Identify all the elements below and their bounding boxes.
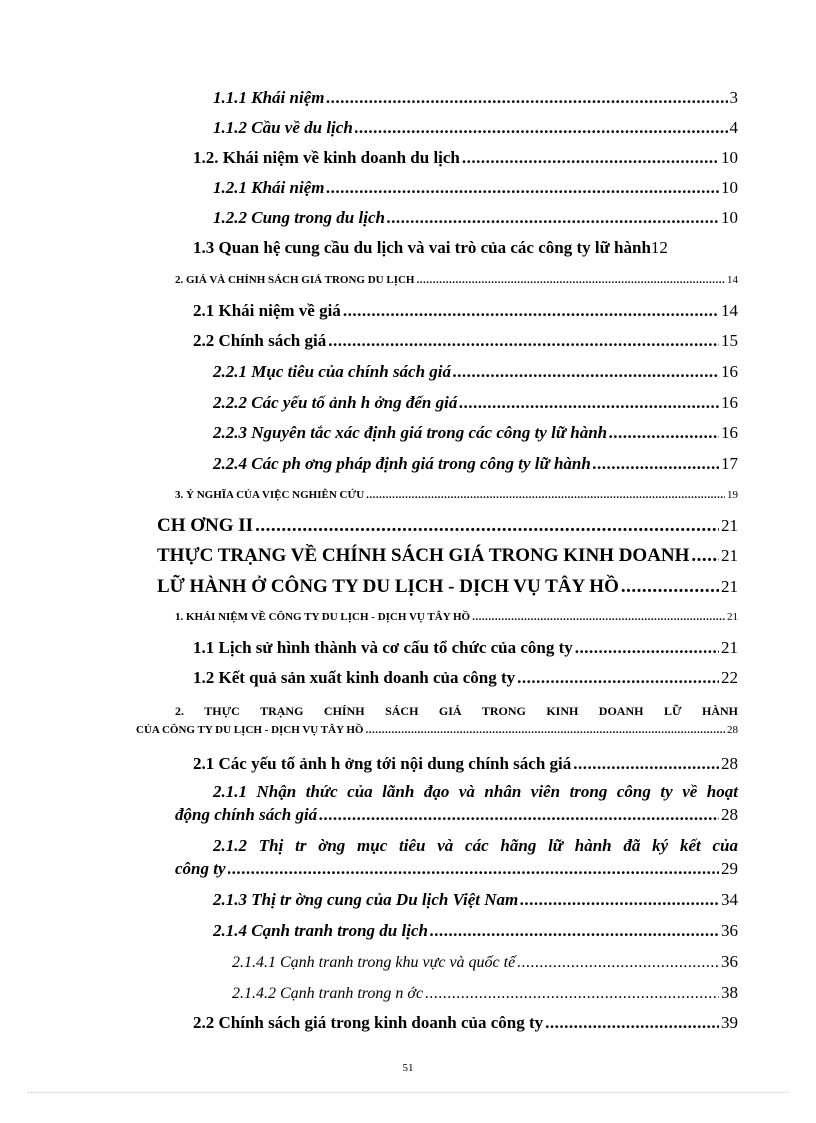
toc-entry-page: 10	[721, 208, 738, 227]
leader-dots	[459, 394, 719, 411]
toc-entry-page: 21	[721, 516, 738, 535]
toc-entry[interactable]	[213, 922, 738, 939]
toc-entry-page: 21	[721, 577, 738, 596]
toc-entry-label: 1.1.1 Khái niệm	[213, 88, 325, 107]
toc-entry[interactable]	[232, 984, 738, 1002]
toc-entry-label: 2.2.4 Các ph ơng pháp định giá trong công ty lữ hành	[213, 454, 591, 473]
toc-entry-label: 2.1.3 Thị tr ờng cung của Du lịch Việt Nam	[213, 890, 519, 909]
toc-entry-label: 2.2 Chính sách giá trong kinh doanh của công ty	[193, 1013, 544, 1032]
leader-dots	[366, 490, 725, 501]
toc-entry-page: 39	[721, 1013, 738, 1032]
toc-entry-page: 16	[721, 393, 738, 412]
leader-dots	[453, 363, 719, 380]
toc-entry-label: THỰC TRẠNG VỀ CHÍNH SÁCH GIÁ TRONG KINH DOANH	[157, 545, 690, 566]
leader-dots	[472, 612, 725, 623]
toc-entry[interactable]	[193, 669, 738, 686]
leader-dots	[609, 424, 719, 441]
toc-entry-label: 2.1 Khái niệm về giá	[193, 301, 341, 320]
leader-dots	[365, 725, 725, 736]
toc-entry-label: 1.2. Khái niệm về kinh doanh du lịch	[193, 148, 460, 167]
toc-entry-label: 1.1 Lịch sử hình thành và cơ cấu tổ chức của công ty	[193, 638, 573, 657]
toc-entry-label: công ty	[175, 859, 226, 878]
toc-entry-wrap[interactable]	[213, 837, 738, 854]
toc-entry[interactable]	[193, 639, 738, 656]
toc-entry[interactable]	[175, 490, 738, 501]
toc-entry[interactable]	[232, 953, 738, 971]
toc-entry[interactable]	[157, 546, 738, 565]
leader-dots	[545, 1014, 719, 1031]
leader-dots	[517, 669, 719, 686]
toc-entry-page: 12	[650, 238, 668, 257]
toc-entry-label: 2.2.2 Các yếu tố ảnh h ởng đến giá	[213, 393, 458, 412]
toc-entry[interactable]	[193, 755, 738, 772]
toc-entry-label: 3. Ý NGHĨA CỦA VIỆC NGHIÊN CỨU	[175, 489, 365, 501]
toc-entry[interactable]	[213, 891, 738, 908]
toc-entry-page: 38	[721, 983, 738, 1002]
toc-entry-wrap[interactable]	[175, 705, 738, 717]
leader-dots	[520, 891, 719, 908]
toc-entry-label: CH ƠNG II	[157, 515, 254, 536]
leader-dots	[621, 577, 719, 596]
toc-entry-label: 2.2.3 Nguyên tắc xác định giá trong các công ty lữ hành	[213, 423, 608, 442]
toc-entry[interactable]	[213, 394, 738, 411]
leader-dots	[255, 516, 719, 535]
leader-dots	[326, 179, 719, 196]
leader-dots	[228, 860, 719, 877]
toc-entry-page: 34	[721, 890, 738, 909]
leader-dots	[430, 922, 719, 939]
toc-entry-page: 21	[721, 638, 738, 657]
leader-dots	[517, 955, 719, 971]
toc-entry[interactable]	[213, 89, 738, 106]
toc-entry-label: 2.2.1 Mục tiêu của chính sách giá	[213, 362, 452, 381]
leader-dots	[691, 546, 719, 565]
leader-dots	[462, 149, 719, 166]
toc-entry-page: 28	[727, 724, 738, 736]
toc-entry-page: 15	[721, 331, 738, 350]
toc-entry-page: 17	[721, 454, 738, 473]
toc-entry[interactable]	[213, 455, 738, 472]
leader-dots	[319, 806, 719, 823]
toc-entry[interactable]	[193, 1014, 738, 1031]
toc-entry-label: 2.1.2 Thị tr ờng mục tiêu và các hãng lữ hành đã ký kết của	[213, 836, 738, 855]
toc-entry[interactable]	[175, 806, 738, 823]
toc-entry-label: 2.1.4 Cạnh tranh trong du lịch	[213, 921, 428, 940]
toc-entry[interactable]	[193, 302, 738, 319]
leader-dots	[573, 755, 719, 772]
toc-entry[interactable]	[157, 516, 738, 535]
toc-entry-label: 2. GIÁ VÀ CHÍNH SÁCH GIÁ TRONG DU LỊCH	[175, 274, 415, 286]
toc-entry-label: 2.1.4.2 Cạnh tranh trong n ớc	[232, 985, 424, 1002]
toc-entry-page: 16	[721, 423, 738, 442]
toc-entry-page: 36	[721, 921, 738, 940]
toc-entry-label: 2.2 Chính sách giá	[193, 331, 327, 350]
toc-entry[interactable]	[213, 363, 738, 380]
toc-entry-wrap[interactable]	[213, 783, 738, 800]
toc-entry-page: 14	[727, 274, 738, 286]
toc-entry-label: LỮ HÀNH Ở CÔNG TY DU LỊCH - DỊCH VỤ TÂY HỒ	[157, 576, 619, 597]
toc-entry[interactable]	[175, 275, 738, 286]
leader-dots	[417, 275, 726, 286]
toc-entry-label: 1.2.2 Cung trong du lịch	[213, 208, 385, 227]
leader-dots	[326, 89, 727, 106]
toc-entry[interactable]	[175, 860, 738, 877]
toc-entry-page: 16	[721, 362, 738, 381]
toc-entry-label: 1.2 Kết quả sản xuất kinh doanh của công ty	[193, 668, 516, 687]
leader-dots	[343, 302, 719, 319]
toc-entry[interactable]	[213, 209, 738, 226]
toc-entry-page: 4	[729, 118, 738, 137]
toc-entry-page: 36	[721, 952, 738, 971]
toc-entry[interactable]	[213, 179, 738, 196]
toc-entry-label: 1. KHÁI NIỆM VỀ CÔNG TY DU LỊCH - DỊCH VỤ TÂY HỒ	[175, 611, 471, 623]
toc-entry-page: 3	[729, 88, 738, 107]
toc-entry-label: 1.3 Quan hệ cung cầu du lịch và vai trò của các công ty lữ hành	[193, 238, 651, 257]
toc-entry-page: 28	[721, 754, 738, 773]
toc-entry[interactable]	[157, 577, 738, 596]
toc-entry-page: 21	[721, 546, 738, 565]
toc-entry-label: động chính sách giá	[175, 805, 318, 824]
toc-entry-page: 28	[721, 805, 738, 824]
toc-entry-label: 1.2.1 Khái niệm	[213, 178, 325, 197]
toc-entry-label: 2. THỰC TRẠNG CHÍNH SÁCH GIÁ TRONG KINH DOANH LỮ HÀNH	[175, 704, 738, 718]
toc-entry[interactable]	[175, 612, 738, 623]
toc-entry-label: CỦA CÔNG TY DU LỊCH - DỊCH VỤ TÂY HỒ	[136, 724, 364, 736]
page-divider	[28, 1092, 788, 1093]
toc-entry-page: 10	[721, 148, 738, 167]
toc-entry[interactable]	[193, 332, 738, 349]
toc-entry-label: 2.1 Các yếu tố ảnh h ởng tới nội dung chính sách giá	[193, 754, 572, 773]
toc-entry-page: 19	[727, 489, 738, 501]
toc-entry-page: 10	[721, 178, 738, 197]
toc-entry-label: 2.1.1 Nhận thức của lãnh đạo và nhân viên trong công ty về hoạt	[213, 782, 738, 801]
toc-entry-page: 14	[721, 301, 738, 320]
leader-dots	[593, 455, 719, 472]
leader-dots	[328, 332, 719, 349]
leader-dots	[425, 986, 719, 1002]
leader-dots	[355, 119, 728, 136]
leader-dots	[387, 209, 719, 226]
toc-entry-label: 2.1.4.1 Cạnh tranh trong khu vực và quốc tế	[232, 954, 516, 971]
toc-entry[interactable]	[136, 725, 738, 736]
toc-entry[interactable]	[213, 119, 738, 136]
leader-dots	[575, 639, 719, 656]
toc-entry[interactable]	[213, 424, 738, 441]
toc-entry-label: 1.1.2 Cầu về du lịch	[213, 118, 353, 137]
page-number: 51	[402, 1062, 414, 1074]
toc-entry[interactable]	[193, 239, 738, 256]
toc-entry-page: 21	[727, 611, 738, 623]
toc-entry-page: 29	[721, 859, 738, 878]
toc-entry-page: 22	[721, 668, 738, 687]
toc-entry[interactable]	[193, 149, 738, 166]
